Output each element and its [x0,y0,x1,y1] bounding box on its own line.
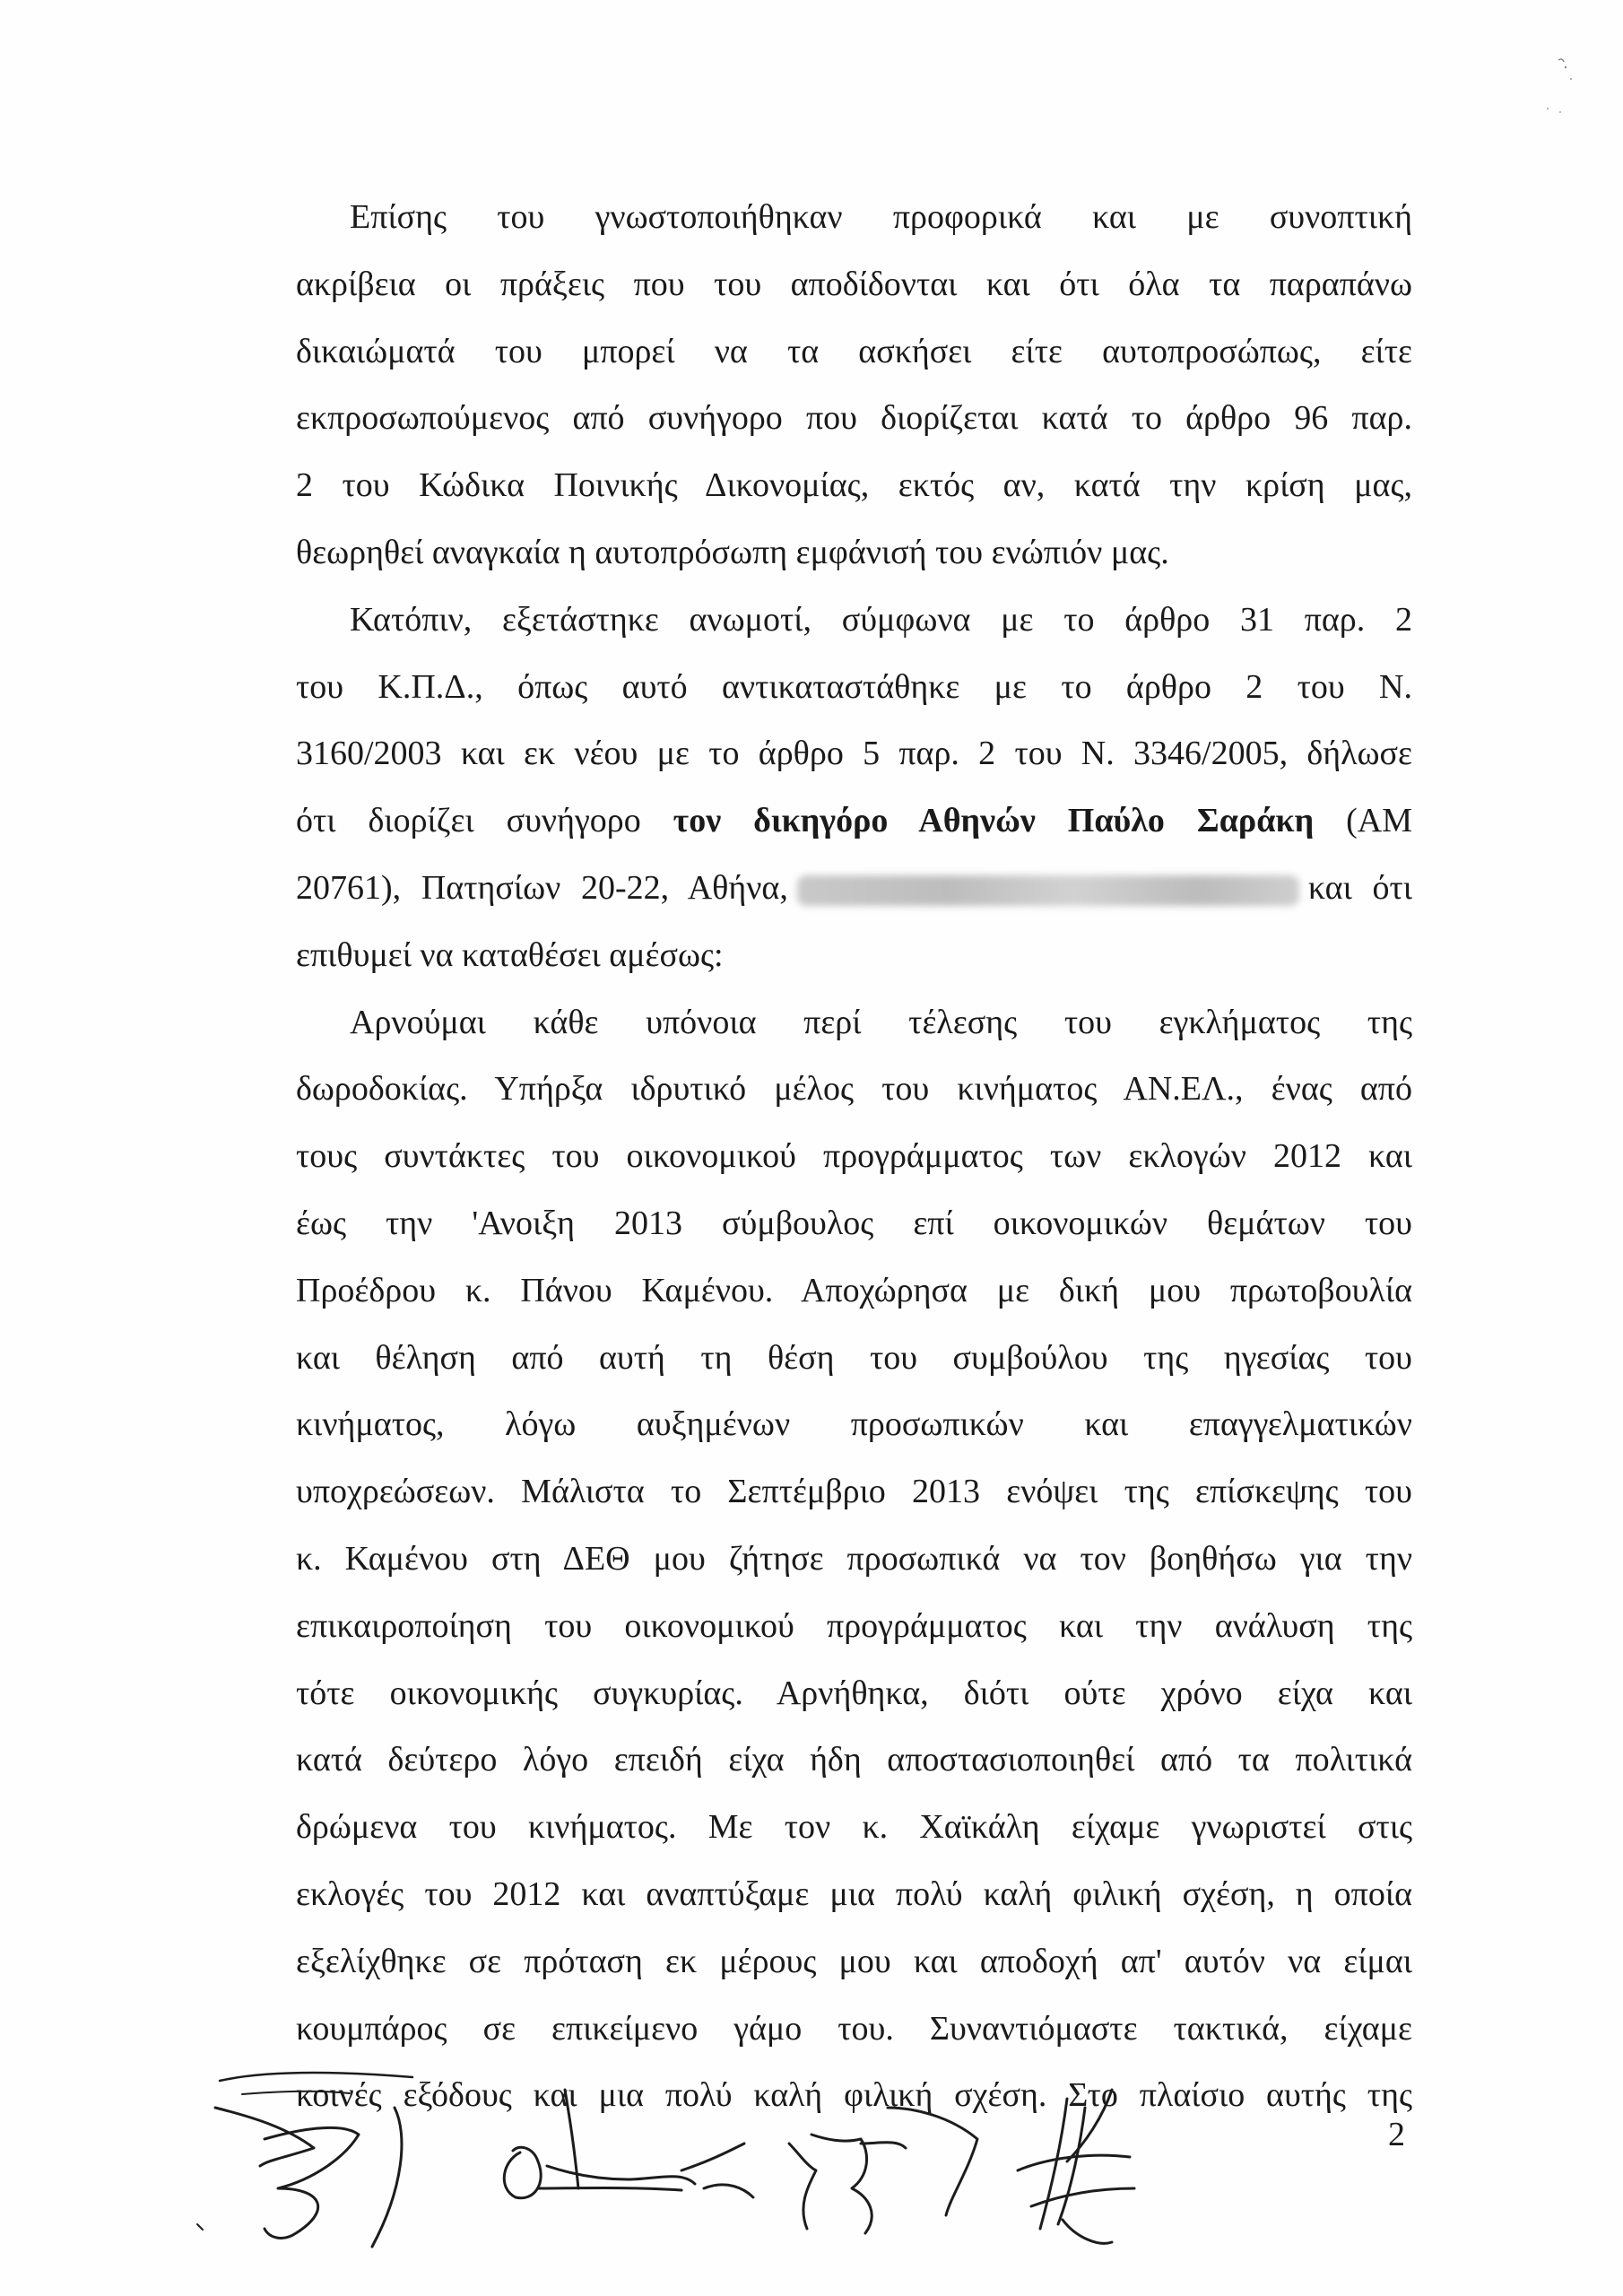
rights-paragraph [296,184,1412,587]
text-line-address [296,855,1412,922]
corner-specks [1524,49,1578,121]
text-line: του Κ.Π.Δ., όπως αυτό αντικαταστάθηκε με το άρθρο 2 του Ν. [296,667,1412,706]
text-line: επικαιροποίηση του οικονομικού προγράμματος και την ανάλυση της [296,1606,1412,1645]
text-line: κατά δεύτερο λόγο επειδή είχα ήδη αποστασιοποιηθεί από τα πολιτικά [296,1741,1412,1779]
examination-paragraph [296,587,1412,989]
address-continuation: και ότι [1307,868,1412,907]
text-line: κοινές εξόδους και μια πολύ καλή φιλική σχέση. Στο πλαίσιο αυτής της [296,2076,1412,2115]
text-line-lawyer [296,787,1412,855]
text-line: ακρίβεια οι πράξεις που του αποδίδονται και ότι όλα τα παραπάνω [296,265,1412,303]
text-line: κουμπάρος σε επικείμενο γάμο του. Συναντιόμαστε τακτικά, είχαμε [296,2009,1412,2048]
text-line: έως την 'Ανοιξη 2013 σύμβουλος επί οικονομικών θεμάτων του [296,1204,1412,1242]
text-line: 2 του Κώδικα Ποινικής Δικονομίας, εκτός αν, κατά την κρίση μας, [296,466,1412,505]
lawyer-name: τον δικηγόρο Αθηνών Παύλο Σαράκη [673,802,1315,840]
text-line: επιθυμεί να καταθέσει αμέσως: [296,935,724,974]
text-line: Επίσης του γνωστοποιήθηκαν προφορικά και με συνοπτική [350,198,1412,236]
text-line: εξελίχθηκε σε πρόταση εκ μέρους μου και αποδοχή απ' αυτόν να είμαι [296,1942,1412,1980]
text-line: Προέδρου κ. Πάνου Καμένου. Αποχώρησα με δική μου πρωτοβουλία [296,1271,1412,1309]
text-line: εκλογές του 2012 και αναπτύξαμε μια πολύ καλή φιλική σχέση, η οποία [296,1874,1412,1913]
text-line: κινήματος, λόγω αυξημένων προσωπικών και επαγγελματικών [296,1405,1412,1444]
text-line: Αρνούμαι κάθε υπόνοια περί τέλεσης του εγκλήματος της [350,1003,1412,1041]
page-number: 2 [1388,2116,1405,2153]
text-line: κ. Καμένου στη ΔΕΘ μου ζήτησε προσωπικά να τον βοηθήσω για την [296,1539,1412,1578]
bar-registration: (ΑΜ [1346,802,1412,840]
lawyer-intro: ότι διορίζει συνήγορο [296,802,641,840]
text-line: και θέληση από αυτή τη θέση του συμβούλου της ηγεσίας του [296,1338,1412,1377]
deposition-text [296,184,1412,2129]
text-line: υποχρεώσεων. Μάλιστα το Σεπτέμβριο 2013 ενόψει της επίσκεψης του [296,1473,1412,1511]
text-line: τότε οικονομικής συγκυρίας. Αρνήθηκα, διότι ούτε χρόνο είχα και [296,1674,1412,1712]
handwritten-signatures [179,2054,1300,2269]
text-line: Κατόπιν, εξετάστηκε ανωμοτί, σύμφωνα με το άρθρο 31 παρ. 2 [350,600,1412,639]
text-line: εκπροσωπούμενος από συνήγορο που διορίζεται κατά το άρθρο 96 παρ. [296,399,1412,438]
statement-paragraph [296,989,1412,2130]
text-line: θεωρηθεί αναγκαία η αυτοπρόσωπη εμφάνισή του ενώπιόν μας. [296,533,1169,571]
text-line: τους συντάκτες του οικονομικού προγράμματος των εκλογών 2012 και [296,1137,1412,1176]
text-line: δικαιώματά του μπορεί να τα ασκήσει είτε αυτοπροσώπως, είτε [296,332,1412,370]
redacted-phone-numbers [797,875,1299,906]
lawyer-address: 20761), Πατησίων 20-22, Αθήνα, [296,868,788,907]
text-line: δωροδοκίας. Υπήρξα ιδρυτικό μέλος του κινήματος ΑΝ.ΕΛ., ένας από [296,1070,1412,1109]
text-line: δρώμενα του κινήματος. Με τον κ. Χαϊκάλη είχαμε γνωριστεί στις [296,1808,1412,1847]
text-line: 3160/2003 και εκ νέου με το άρθρο 5 παρ. 2 του Ν. 3346/2005, δήλωσε [296,735,1412,773]
signatures-area [179,2054,1300,2269]
